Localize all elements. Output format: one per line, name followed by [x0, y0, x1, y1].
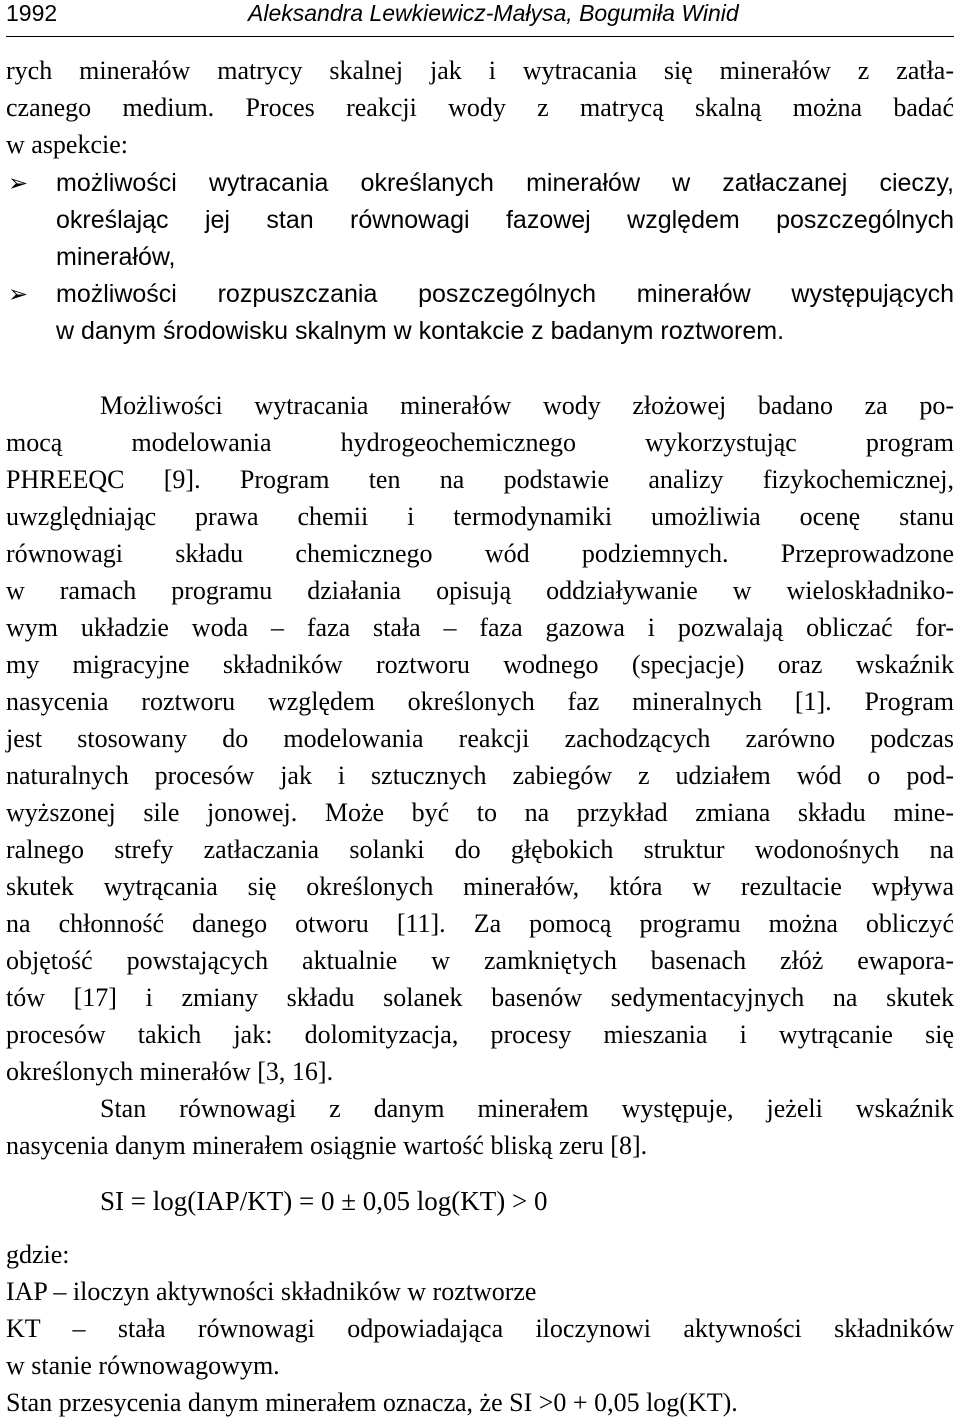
definition-line: Stan przesycenia danym minerałem oznacza, że SI >0 + 0,05 log(KT).: [6, 1388, 738, 1417]
paragraph-line: równowagi składu chemicznego wód podziemnych. Przeprowadzone: [6, 539, 954, 568]
page-number: 1992: [6, 0, 58, 26]
text-line: w aspekcie:: [6, 130, 129, 159]
arrow-bullet-icon: ➢: [8, 169, 29, 197]
definition-line: KT – stała równowagi odpowiadająca iloczynowi aktywności składników: [6, 1314, 954, 1343]
text-line: czanego medium. Proces reakcji wody z matrycą skalną można badać: [6, 93, 954, 122]
definition-line: IAP – iloczyn aktywności składników w roztworze: [6, 1277, 537, 1306]
paragraph-line: określonych minerałów [3, 16].: [6, 1057, 334, 1086]
running-header-authors: Aleksandra Lewkiewicz-Małysa, Bogumiła Winid: [248, 0, 739, 26]
paragraph-line: procesów takich jak: dolomityzacja, procesy mieszania i wytrącanie się: [6, 1020, 954, 1049]
bullet-line: w danym środowisku skalnym w kontakcie z badanym roztworem.: [56, 317, 785, 345]
paragraph-line: nasycenia roztworu względem określonych faz mineralnych [1]. Program: [6, 687, 954, 716]
bullet-line: minerałów,: [56, 243, 176, 271]
bullet-line: możliwości rozpuszczania poszczególnych minerałów występujących: [56, 280, 954, 308]
paragraph-line: PHREEQC [9]. Program ten na podstawie analizy fizykochemicznej,: [6, 465, 954, 494]
paragraph-line: naturalnych procesów jak i sztucznych zabiegów z udziałem wód o pod-: [6, 761, 954, 790]
paragraph-line: Możliwości wytracania minerałów wody złożowej badano za po-: [100, 391, 954, 420]
paragraph-line: my migracyjne składników roztworu wodnego (specjacje) oraz wskaźnik: [6, 650, 954, 679]
paragraph-line: ralnego strefy zatłaczania solanki do głębokich struktur wodonośnych na: [6, 835, 954, 864]
paragraph-line: nasycenia danym minerałem osiągnie wartość bliską zeru [8].: [6, 1131, 648, 1160]
paragraph-line: wyższonej sile jonowej. Może być to na przykład zmiana składu mine-: [6, 798, 954, 827]
paragraph-line: mocą modelowania hydrogeochemicznego wykorzystując program: [6, 428, 954, 457]
running-header: [6, 0, 954, 34]
paragraph-line: objętość powstających aktualnie w zamkniętych basenach złóż ewapora-: [6, 946, 954, 975]
saturation-index-formula: SI = log(IAP/KT) = 0 ± 0,05 log(KT) > 0: [100, 1186, 548, 1216]
text-line: rych minerałów matrycy skalnej jak i wytracania się minerałów z zatła-: [6, 56, 954, 85]
bullet-line: określając jej stan równowagi fazowej względem poszczególnych: [56, 206, 954, 234]
paragraph-line: jest stosowany do modelowania reakcji zachodzących zarówno podczas: [6, 724, 954, 753]
header-rule: [6, 36, 954, 37]
paragraph-line: Stan równowagi z danym minerałem występuje, jeżeli wskaźnik: [100, 1094, 954, 1123]
paragraph-line: skutek wytrącania się określonych minerałów, która w rezultacie wpływa: [6, 872, 954, 901]
bullet-line: możliwości wytracania określanych minerałów w zatłaczanej cieczy,: [56, 169, 954, 197]
paragraph-line: tów [17] i zmiany składu solanek basenów sedymentacyjnych na skutek: [6, 983, 954, 1012]
paragraph-line: w ramach programu działania opisują oddziaływanie w wieloskładniko-: [6, 576, 954, 605]
arrow-bullet-icon: ➢: [8, 280, 29, 308]
paragraph-line: na chłonność danego otworu [11]. Za pomocą programu można obliczyć: [6, 909, 954, 938]
definition-line: w stanie równowagowym.: [6, 1351, 280, 1380]
definition-line: gdzie:: [6, 1240, 70, 1269]
paragraph-line: uwzględniając prawa chemii i termodynamiki umożliwia ocenę stanu: [6, 502, 954, 531]
paragraph-line: wym układzie woda – faza stała – faza gazowa i pozwalają obliczać for-: [6, 613, 954, 642]
